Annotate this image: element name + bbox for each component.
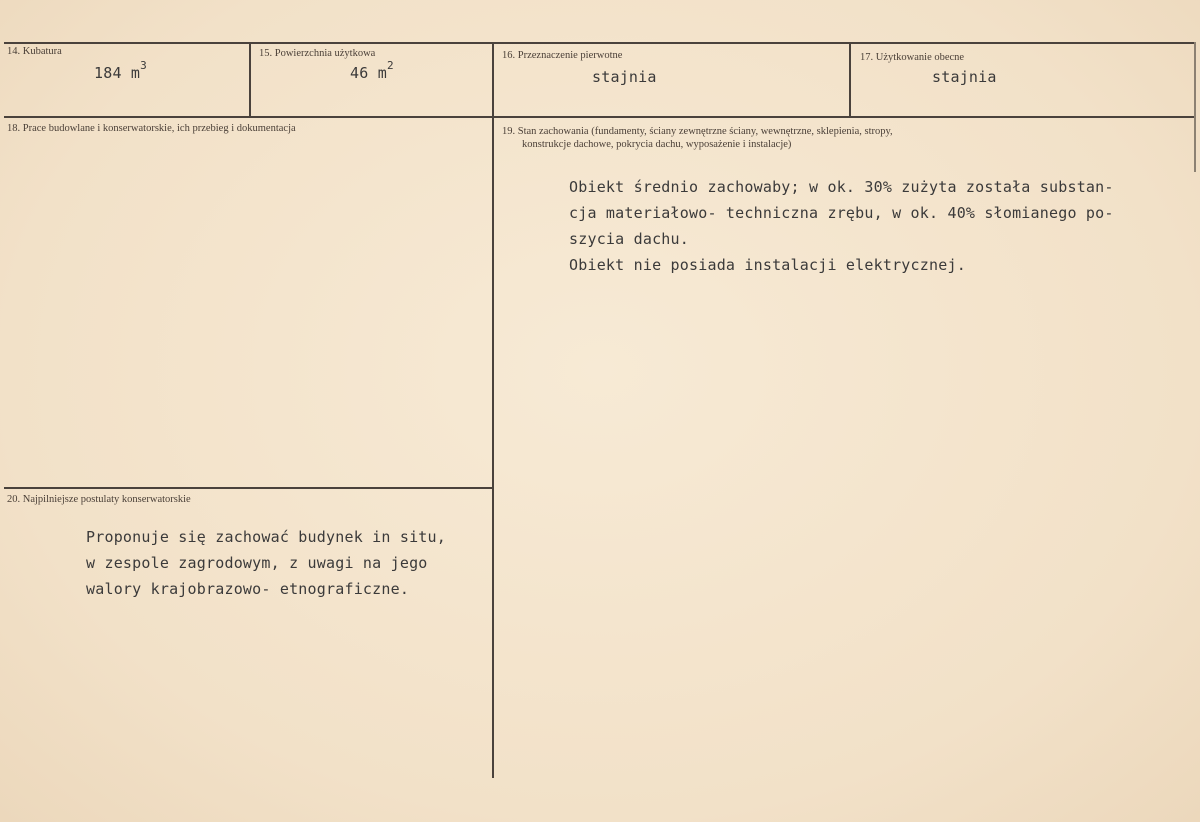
row-divider: [4, 116, 1194, 118]
field-14-value: [94, 59, 147, 82]
field-18-label: 18. Prace budowlane i konserwatorskie, ich przebieg i dokumentacja: [7, 123, 296, 134]
field-16-value: stajnia: [592, 68, 657, 86]
field-14-label: 14. Kubatura: [7, 46, 62, 57]
field-15-value: [350, 59, 394, 82]
field-15-exponent: 2: [386, 59, 394, 72]
field-16-label: 16. Przeznaczenie pierwotne: [502, 50, 623, 61]
field-19-text: [569, 174, 1114, 278]
field-19-label-line-2: konstrukcje dachowe, pokrycia dachu, wyposażenie i instalacje): [522, 139, 792, 150]
col-divider-3: [849, 42, 851, 117]
top-rule: [4, 42, 1194, 44]
field-19-label-line-1: 19. Stan zachowania (fundamenty, ściany zewnętrzne ściany, wewnętrzne, sklepienia, stropy,: [502, 126, 893, 137]
field-15-label: 15. Powierzchnia użytkowa: [259, 48, 376, 59]
field-14-exponent: 3: [140, 59, 147, 72]
field-17-label: 17. Użytkowanie obecne: [860, 52, 965, 63]
field-17-value: stajnia: [932, 68, 997, 86]
col-divider-2: [492, 42, 494, 778]
col-divider-1: [249, 42, 251, 117]
right-edge: [1194, 42, 1196, 172]
field-20-text-line: w zespole zagrodowym, z uwagi na jego: [86, 554, 428, 572]
field-20-text-line: walory krajobrazowo- etnograficzne.: [86, 580, 410, 598]
field-20-label: 20. Najpilniejsze postulaty konserwatorskie: [7, 494, 191, 505]
field-14-number: 184 m: [94, 64, 141, 82]
field-20-text-line: Proponuje się zachować budynek in situ,: [86, 528, 446, 546]
field-20-text: [86, 524, 446, 602]
field-19-text-line: Obiekt średnio zachowaby; w ok. 30% zużyta została substan-: [569, 178, 1114, 196]
field-19-text-line: szycia dachu.: [569, 230, 689, 248]
field-15-number: 46 m: [350, 64, 387, 82]
field-19-text-line: Obiekt nie posiada instalacji elektrycznej.: [569, 256, 966, 274]
field-19-text-line: cja materiałowo- techniczna zrębu, w ok. 40% słomianego po-: [569, 204, 1114, 222]
section-divider: [4, 487, 493, 489]
